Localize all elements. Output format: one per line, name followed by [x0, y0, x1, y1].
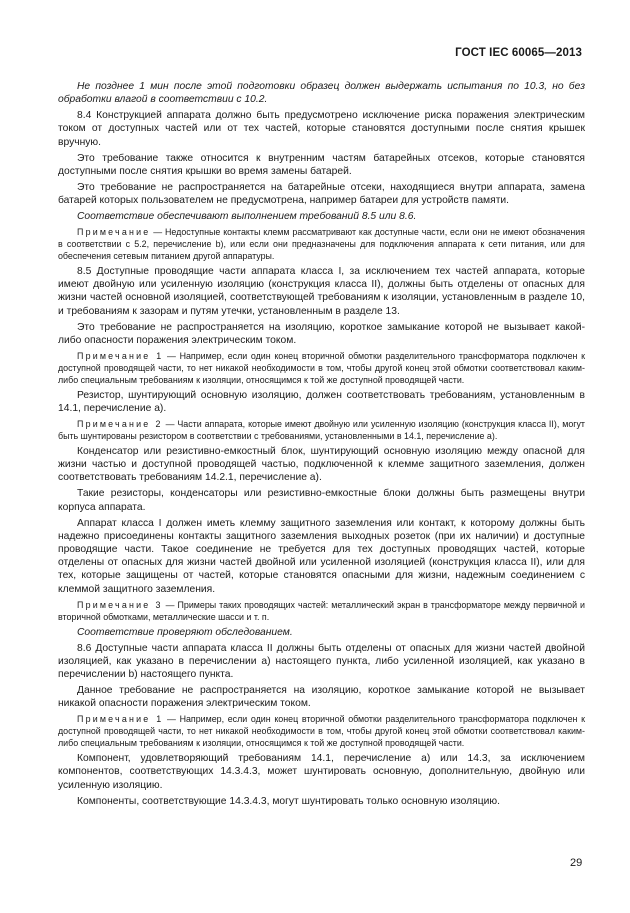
paragraph: 8.6 Доступные части аппарата класса II должны быть отделены от опасных для жизни частей двойной изоляцией, как указано в перечислении а) настоящего пункта, либо усиленной изоляцией, как указано в перечислении b) настоящего пункта.: [58, 642, 585, 681]
note-text: — Части аппарата, которые имеют двойную или усиленную изоляцию (конструкция класса II), могут быть шунтированы резистором в соответствии с требованиями, установленными в 14.1, перечисление а).: [58, 419, 585, 442]
note: [58, 418, 585, 442]
paragraph: Это требование не распространяется на батарейные отсеки, находящиеся внутри аппарата, замена батарей которых пользователем не предусмотрена, например батареи для устройств памяти.: [58, 181, 585, 207]
paragraph: Конденсатор или резистивно-емкостный блок, шунтирующий основную изоляцию между опасной для жизни частью и доступной проводящей частью, подключенной к клемме защитного заземления, должен соответствовать требованиям 14.2.1, перечисление а).: [58, 446, 585, 484]
note: [58, 226, 585, 262]
paragraph: Аппарат класса I должен иметь клемму защитного заземления или контакт, к которому должны быть надежно присоединены контакты защитного заземления выходных розеток (при их наличии) и доступные проводящие части. Такое соединение не требуется для тех доступных проводящих частей, которые отделены от опасных для жизни частей двойной или усиленной изоляцией (конструкция класса II), или для тех, которые защищены от частей, которые становятся опасными для жизни, надежным соединением с клеммой защитного заземления.: [58, 517, 585, 595]
paragraph: Резистор, шунтирующий основную изоляцию, должен соответствовать требованиям, установленным в 14.1, перечисление а).: [58, 389, 585, 415]
note: [58, 713, 585, 749]
note: [58, 599, 585, 623]
note-text: — Недоступные контакты клемм рассматривают как доступные части, если они не имеют обозначения в соответствии с 5.2, перечисление b), или если они предназначены для подключения аппарата к сети питания, или для обеспечения сетевым питанием другой аппаратуры.: [58, 227, 585, 262]
note-text: — Например, если один конец вторичной обмотки разделительного трансформатора подключен к доступной проводящей части, то нет никакой необходимости в том, чтобы другой конец этой обмотки соответствовал каким-либо специальным требованиям к изоляции, относящимся к той же доступной проводящей части.: [58, 350, 585, 385]
paragraph: Компонент, удовлетворяющий требованиям 14.1, перечисление а) или 14.3, за исключением компонентов, соответствующих 14.3.4.3, может шунтировать основную, дополнительную, двойную или усиленную изоляцию.: [58, 753, 585, 791]
note-text: — Например, если один конец вторичной обмотки разделительного трансформатора подключен к доступной проводящей части, то нет никакой необходимости в том, чтобы другой конец этой обмотки соответствовал каким-либо специальным требованиям к изоляции, относящимся к той же доступной проводящей части.: [58, 714, 585, 749]
paragraph: Не позднее 1 мин после этой подготовки образец должен выдержать испытания по 10.3, но без обработки влагой в соответствии с 10.2.: [58, 81, 585, 106]
note-prefix: Примечание 3: [77, 599, 163, 610]
paragraph: 8.5 Доступные проводящие части аппарата класса I, за исключением тех частей аппарата, которые имеют двойную или усиленную изоляцию (конструкция класса II), должны быть отделены от опасных для жизни частей основной изоляцией, соответствующей требованиям к изоляции, установленным в разделе 10, и требованиям к зазорам и путям утечки, установленным в разделе 13.: [58, 266, 585, 317]
compliance-statement: Соответствие обеспечивают выполнением требований 8.5 или 8.6.: [77, 211, 417, 223]
note-prefix: Примечание 1: [77, 350, 164, 361]
page-number: 29: [570, 857, 583, 869]
note-prefix: Примечание 1: [77, 714, 164, 725]
standard-code: ГОСТ IEC 60065—2013: [455, 47, 582, 59]
paragraph: Это требование не распространяется на изоляцию, короткое замыкание которой не вызывает какой-либо опасности поражения электрическим током.: [58, 321, 585, 346]
document-body: [58, 80, 585, 811]
document-header: [455, 47, 582, 59]
paragraph: Данное требование не распространяется на изоляцию, короткое замыкание которой не вызывает никакой опасности поражения электрическим током.: [58, 685, 585, 710]
paragraph: Такие резисторы, конденсаторы или резистивно-емкостные блоки должны быть размещены внутри корпуса аппарата.: [58, 488, 585, 513]
note-text: — Примеры таких проводящих частей: металлический экран в трансформаторе между первичной и вторичной обмотками, металлические шасси и т. п.: [58, 599, 585, 622]
compliance-statement: Соответствие проверяют обследованием.: [77, 626, 293, 638]
paragraph: Компоненты, соответствующие 14.3.4.3, могут шунтировать только основную изоляцию.: [77, 795, 500, 807]
paragraph: Это требование также относится к внутренним частям батарейных отсеков, которые становятся доступными после снятия крышки во время замены батарей.: [58, 152, 585, 177]
paragraph: 8.4 Конструкцией аппарата должно быть предусмотрено исключение риска поражения электрическим током от доступных частей или от тех частей, которые становятся доступными после снятия крышек вручную.: [58, 110, 585, 148]
note: [58, 350, 585, 386]
note-prefix: Примечание 2: [77, 419, 163, 430]
note-prefix: Примечание: [77, 227, 151, 238]
